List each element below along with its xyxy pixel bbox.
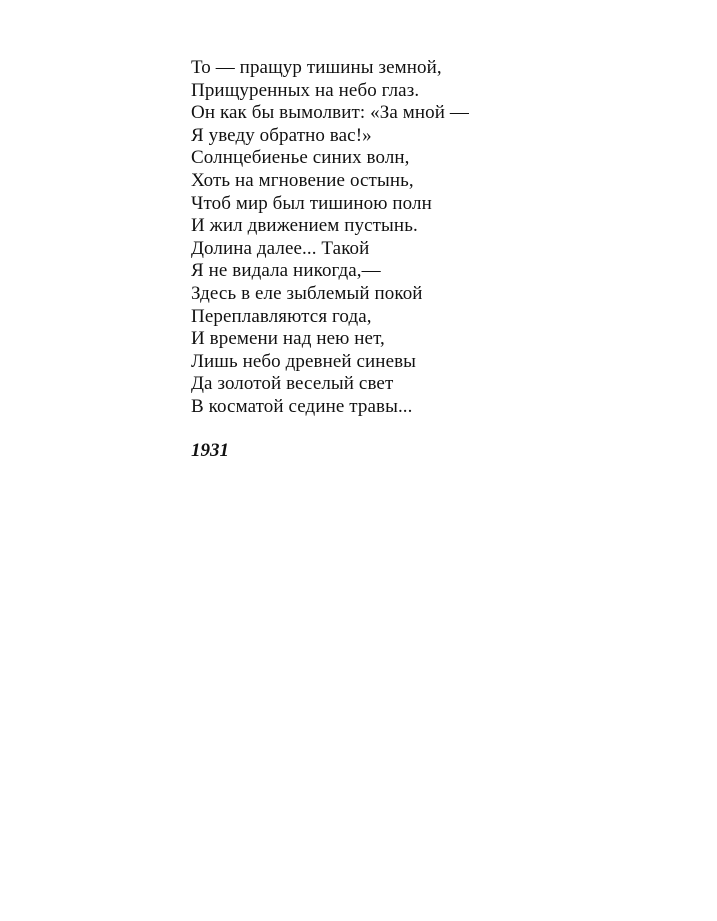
poem-line: Лишь небо древней синевы	[191, 350, 417, 372]
poem-line: И жил движением пустынь.	[191, 215, 418, 237]
poem-line: Солнцебиенье синих волн,	[191, 147, 410, 169]
poem-line: Чтоб мир был тишиною полн	[191, 192, 432, 214]
poem-line: То — пращур тишины земной,	[191, 57, 442, 78]
poem-stanza	[191, 57, 651, 419]
poem-line: Да золотой веселый свет	[191, 373, 394, 395]
poem-line: Здесь в еле зыблемый покой	[191, 282, 423, 304]
poem-line: Хоть на мгновение остынь,	[191, 169, 414, 191]
poem-line: В косматой седине травы...	[191, 395, 413, 417]
poem-line: Он как бы вымолвит: «За мной —	[191, 102, 469, 124]
poem-date: 1931	[191, 440, 229, 461]
poem-line: И времени над нею нет,	[191, 328, 385, 350]
poem-line: Переплавляются года,	[191, 305, 372, 327]
poem-line: Я уведу обратно вас!»	[191, 124, 372, 146]
poem-line: Прищуренных на небо глаз.	[191, 79, 420, 101]
poem-line: Долина далее... Такой	[191, 237, 370, 259]
poem-line: Я не видала никогда,—	[191, 260, 381, 282]
